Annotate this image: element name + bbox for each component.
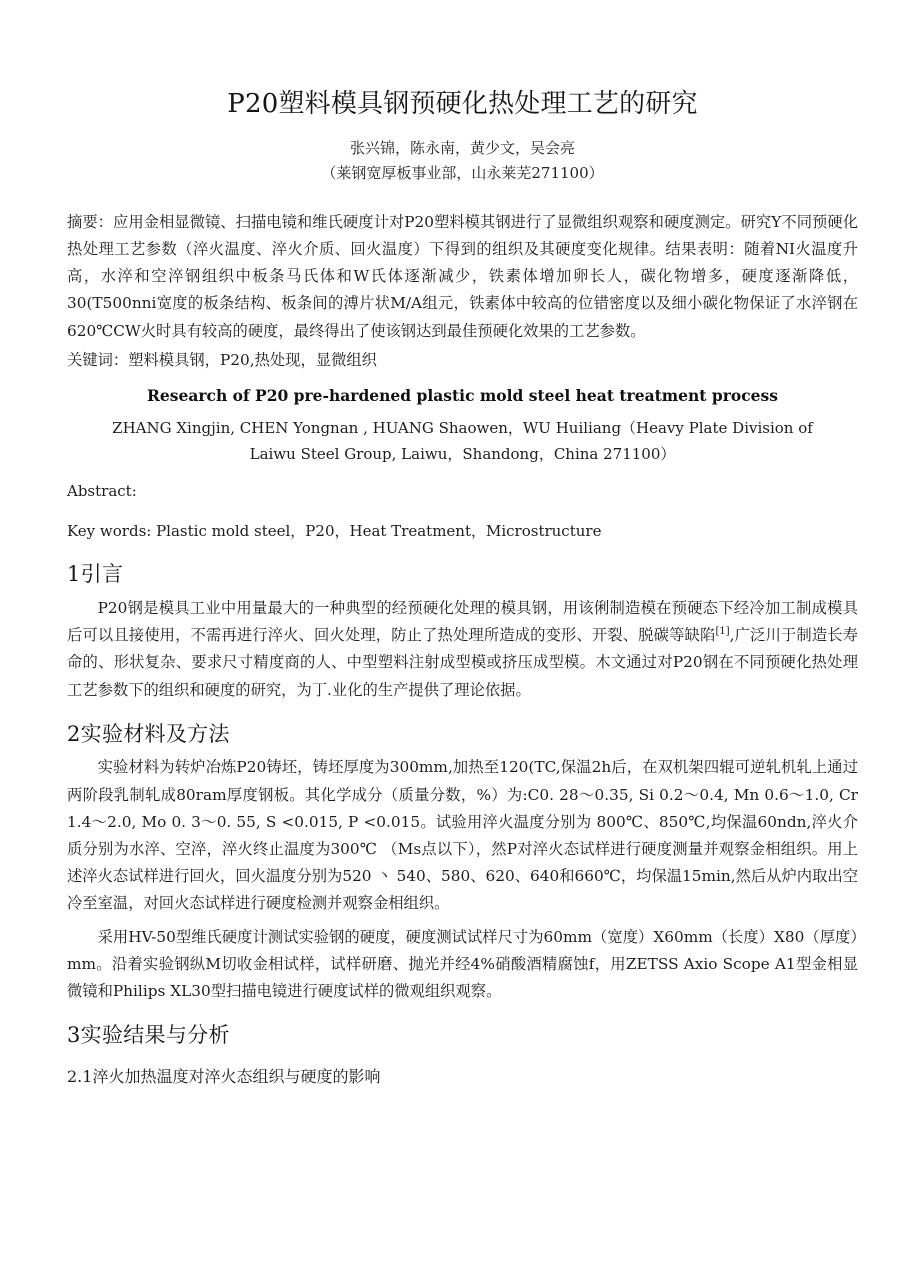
section-1-text-before-reference: P20钢是模具工业中用量最大的一种典型的经预硬化处理的模具钢，用该俐制造模在预硬态下经冷加工制成模具后可以且接使用，不需再进行淬火、回火处理，防止了热处理所造成的变形、开裂、脱碳等缺陷 bbox=[67, 598, 858, 645]
section-1-paragraph bbox=[67, 595, 858, 704]
section-2-paragraph-2: 采用HV-50型维氏硬度计测试实验钢的硬度，硬度测试试样尺寸为60mm（宽度）X60mm（长度）X80（厚度）mm。沿着实验钢纵M切收金相试样，试样研磨、抛光并经4%硝酸酒精腐蚀f，用ZETSS Axio Scope A1型金相显微镜和Philips XL30型扫描电镜进行硬度试样的微观组织观察。 bbox=[67, 927, 858, 1001]
section-heading-1: 1引言 bbox=[67, 562, 124, 587]
section-heading-3: 3实验结果与分析 bbox=[67, 1023, 230, 1048]
affiliation-chinese: （莱钢宽厚板事业部，山永莱芜271100） bbox=[321, 163, 604, 182]
authors-chinese: 张兴锦，陈永南，黄少文，吴会亮 bbox=[349, 139, 575, 158]
subsection-heading-2-1: 2.1淬火加热温度对淬火态组织与硬度的影响 bbox=[67, 1066, 381, 1086]
title-english: Research of P20 pre-hardened plastic mold steel heat treatment process bbox=[147, 386, 778, 406]
keywords-english: Key words: Plastic mold steel，P20，Heat Treatment，Microstructure bbox=[67, 521, 602, 540]
reference-marker-1: [1] bbox=[715, 626, 730, 638]
abstract-chinese bbox=[67, 209, 858, 345]
section-1-text-after-reference: ,广泛川于制造长寿命的、形状复杂、要求尺寸精度商的人、中型塑料注射成型模或挤压成型模。木文通过对P20钢在不同预硬化热处理工艺参数下的组织和硬度的研究，为丁.业化的生产提供了理论依据。 bbox=[67, 626, 858, 699]
keywords-chinese: 关键词：塑料模具钢，P20,热处现，显微组织 bbox=[67, 350, 377, 369]
abstract-chinese-text: 摘要：应用金相显微镜、扫描电镜和维氏硬度计对P20塑料模其钢进行了显微组织观察和硬度测定。研究Y不同预硬化热处理工艺参数（淬火温度、淬火介质、回火温度）下得到的组织及其硬度变化规律。结果表明：随着NI火温度升高，水淬和空淬钢组织中板条马氏体和W氏体逐渐减少，铁素体增加卵长人，碳化物增多，硬度逐渐降低，30(T500nni宽度的板条结构、板条间的溥片状M/A组元，铁素体中较高的位错密度以及细小碳化物保证了水淬钢在620℃CW火时具有较高的硬度，最终得出了使该钢达到最佳预硬化效果的工艺参数。 bbox=[67, 212, 858, 340]
page-title: P20塑料模具钢预硬化热处理工艺的研究 bbox=[227, 89, 698, 119]
section-2-paragraph-1: 实验材料为转炉冶炼P20铸坯，铸坯厚度为300mm,加热至120(TC,保温2h后，在双机架四辊可逆轧机轧上通过两阶段乳制轧成80ram厚度钢板。其化学成分（质量分数，%）为:C0. 28～0.35, Si 0.2～0.4, Mn 0.6～1.0, Cr 1.4～2.0, Mo 0. 3～0. 55, S <0.015, P <0.015。试验用淬火温度分别为 800℃、850℃,均保温60ndn,淬火介质分别为水淬、空淬，淬火终止温度为300℃ （Ms点以下），然P对淬火态试样进行硬度测量并观察金相组织。用上述淬火态试样进行回火，回火温度分别为520 丶 540、580、620、640和660℃，均保温15min,然后从炉内取出空冷至室温，对回火态试样进行硬度检测并观察金相组织。 bbox=[67, 758, 858, 913]
section-heading-2: 2实验材料及方法 bbox=[67, 721, 230, 746]
abstract-english-label: Abstract: bbox=[67, 482, 137, 501]
authors-english: ZHANG Xingjin, CHEN Yongnan , HUANG Shaowen，WU Huiliang（Heavy Plate Division of Laiwu Steel Group, Laiwu，Shandong，China 271100） bbox=[112, 418, 813, 463]
